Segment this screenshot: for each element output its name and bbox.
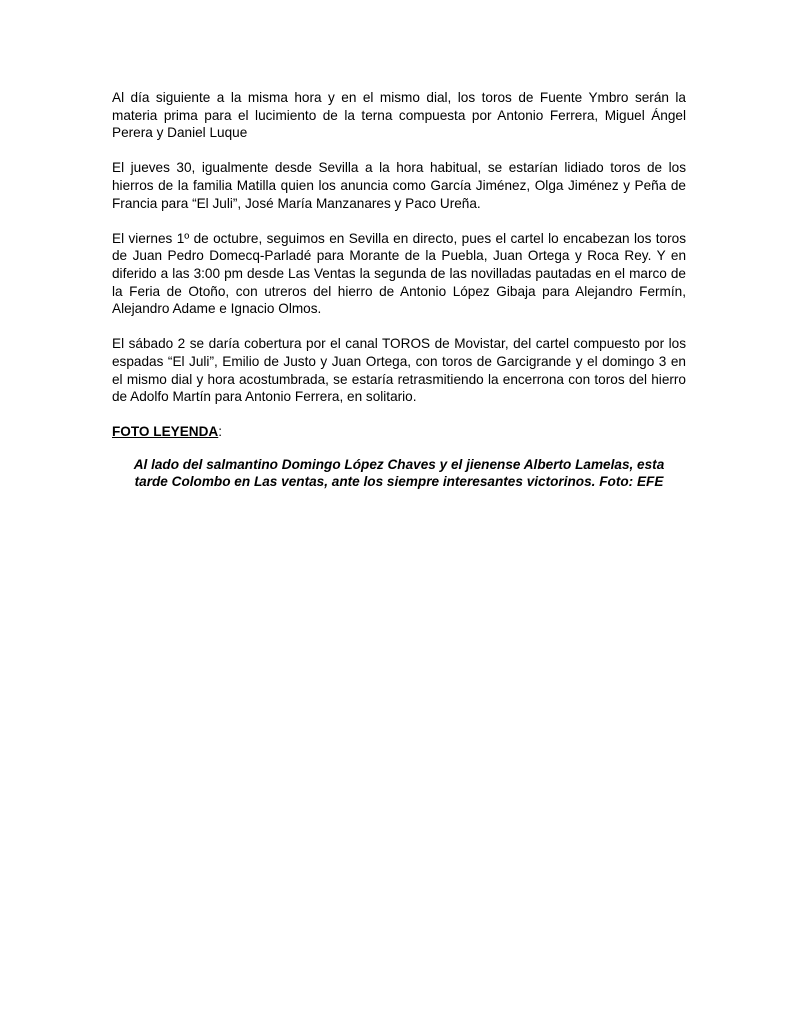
paragraph-sabado-2: El sábado 2 se daría cobertura por el canal TOROS de Movistar, del cartel compuesto por los espadas “El Juli”, Emilio de Justo y Juan Ortega, con toros de Garcigrande y el domingo 3 en el mismo dial y hora acostumbrada, se estaría retrasmitiendo la encerrona con toros del hierro de Adolfo Martín para Antonio Ferrera, en solitario. bbox=[112, 336, 686, 405]
paragraph-viernes-1: El viernes 1º de octubre, seguimos en Sevilla en directo, pues el cartel lo encabezan los toros de Juan Pedro Domecq-Parladé para Morante de la Puebla, Juan Ortega y Roca Rey. Y en diferido a las 3:00 pm desde Las Ventas la segunda de las novilladas pautadas en el marco de la Feria de Otoño, con utreros del hierro de Antonio López Gibaja para Alejandro Fermín, Alejandro Adame e Ignacio Olmos. bbox=[112, 230, 686, 317]
paragraph-jueves-30: El jueves 30, igualmente desde Sevilla a la hora habitual, se estarían lidiado toros de los hierros de la familia Matilla quien los anuncia como García Jiménez, Olga Jiménez y Peña de Francia para “El Juli”, José María Manzanares y Paco Ureña. bbox=[112, 160, 686, 211]
photo-caption-label: FOTO LEYENDA bbox=[112, 424, 219, 440]
photo-caption-heading bbox=[112, 423, 686, 441]
photo-caption-colon: : bbox=[218, 424, 223, 440]
photo-caption-text: Al lado del salmantino Domingo López Chaves y el jienense Alberto Lamelas, esta tarde Colombo en Las ventas, ante los siempre interesantes victorinos. Foto: EFE bbox=[133, 456, 665, 490]
paragraph-fuente-ymbro: Al día siguiente a la misma hora y en el mismo dial, los toros de Fuente Ymbro serán la materia prima para el lucimiento de la terna compuesta por Antonio Ferrera, Miguel Ángel Perera y Daniel Luque bbox=[112, 90, 686, 141]
document-body bbox=[112, 89, 686, 491]
